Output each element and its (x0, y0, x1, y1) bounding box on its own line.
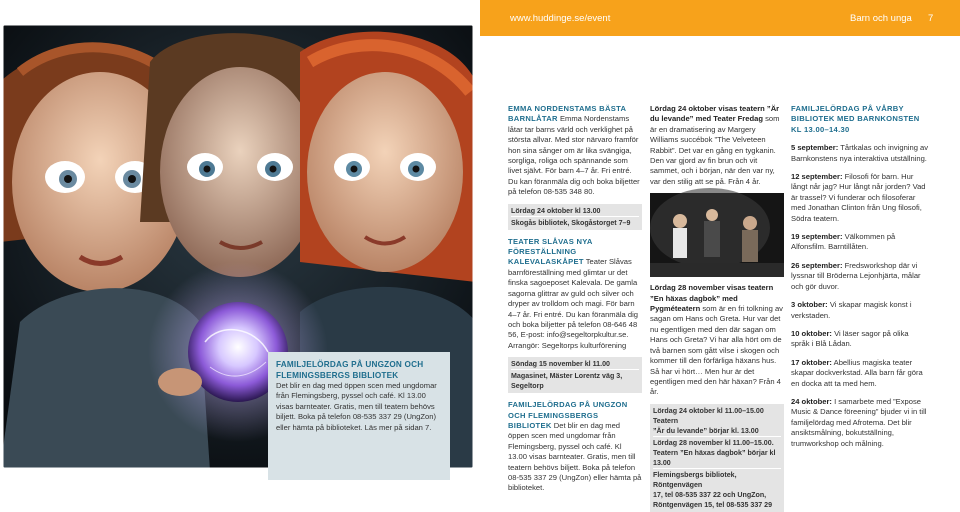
event-emma-heading: EMMA NORDENSTAMS BÄSTA BARNLÅTAR (508, 104, 626, 124)
header-bar (480, 0, 960, 36)
varby-entry (791, 397, 929, 449)
info-line: Flemingsbergs bibliotek, Röntgenvägen (653, 468, 781, 490)
info-box-heading: FAMILJELÖRDAG PÅ UNGZON OCH FLEMINGSBERGS BIBLIOTEK (276, 360, 424, 380)
info-line: Röntgenvägen 15, tel 08-535 337 29 (653, 500, 773, 509)
event-teater-slava-heading: TEATER SLÅVAS NYA FÖRESTÄLLNING KALEVALASKÅPET (508, 236, 593, 267)
varby-entry-date: 10 oktober: (791, 328, 832, 338)
varby-entry (791, 261, 929, 292)
varby-entry-text: I samarbete med ”Expose Music & Dance föreening” bjuder vi in till familjelördag med Afrotema. Det blir ansiktsmålning, bokutställning, trumworkshop och målning. (791, 396, 927, 448)
theater-photo (650, 193, 784, 277)
info-line: 17, tel 08-535 337 22 och UngZon, (653, 490, 767, 499)
event-flemingsberg-info (650, 404, 784, 512)
info-box-body: Det blir en dag med öppen scen med ungdomar från Flemingsberg, pyssel och café. Kl 13.00 visas barnteater. Gratis, men till teatern behövs biljett. Boka på telefon 08-535 337 29 (UngZon) eller hämta på biblioteket. Läs mer på sidan 7. (276, 381, 437, 432)
varby-entry-text: Välkommen på Alfonsfilm. Barntillåten. (791, 232, 896, 252)
event-haxas-dagbok-heading: Lördag 28 november visas teatern ”En häxas dagbok” med Pygméteatern (650, 283, 774, 314)
column-1 (508, 104, 642, 501)
event-ar-du-levande-body: som är en dramatisering av Margery Williams succébok ”The Velveteen Rabbit”. Det var en gång en tygkanin. Den var gjord av fin brun och vit sammet, och i början, när den var ny, var den stilig att se på. Från 4 år. (650, 114, 780, 186)
varby-entry-text: Vi skapar magisk konst i verkstaden. (791, 300, 912, 320)
event-ar-du-levande (650, 104, 784, 187)
info-line: ”Är du levande” börjar kl. 13.00 (653, 426, 759, 435)
varby-entry-text: Fredsworkshop där vi lyssnar till Bröderna Lejonhjärta, målar och gör duvor. (791, 260, 921, 291)
header-section: Barn och unga (850, 13, 912, 24)
puppets-photo (0, 22, 476, 471)
varby-entry-text: Vi läser sagor på olika språk i Blå Lådan. (791, 328, 909, 349)
column-2 (650, 104, 784, 512)
info-line: Teatern ”En häxas dagbok” börjar kl 13.00 (653, 448, 776, 467)
varby-entry (791, 358, 929, 389)
varby-entry-date: 12 september: (791, 172, 843, 182)
varby-entry-text: Filosofi för barn. Hur långt når jag? Hur långt når jorden? Vad är trassel? Vi funderar och filosoferar med Jonathan Clinton från Ung filosofi, Södra teatern. (791, 172, 926, 223)
info-line: Lördag 24 oktober kl 11.00–15.00 Teatern (653, 406, 764, 425)
event-emma-info (508, 204, 642, 230)
varby-entry-text: Abellius magiska teater skapar dockverkstad. Alla barn får göra en docka att ta med hem. (791, 357, 923, 388)
event-teater-slava-body: Teater Slåvas barnföreställning med glimtar ur det finska sagoeposet Kalevala. De gamla sagorna glittrar av guld och silver och dryper av trolldom och magi. För barn 4–7 år. Fri entré. Du kan föranmäla dig och boka biljetter på telefon 08-646 48 56, E-post: info@segeltorpkultur.se. Arrangör: Segeltorps kulturförening (508, 257, 639, 350)
event-teater-slava-info (508, 357, 642, 393)
event-familjelordag-heading: FAMILJELÖRDAG PÅ UNGZON OCH FLEMINGSBERGS BIBLIOTEK (508, 400, 628, 430)
event-ar-du-levande-heading: Lördag 24 oktober visas teatern ”Är du levande” med Teater Fredag (650, 104, 780, 124)
varby-heading: FAMILJELÖRDAG PÅ VÅRBY BIBLIOTEK MED BARNKONSTEN KL 13.00–14.30 (791, 104, 920, 134)
varby-entry-date: 26 september: (791, 260, 843, 270)
event-haxas-dagbok-body: som är en fri tolkning av sagan om Hans och Greta. Hur var det nu egentligen med den där sagan om Hans och Greta? Vi har alla hört om de två barnen som gått vilse i skogen och kommer till den förfärliga häxans hus. Så har vi hört… Men hur är det egentligen med den här häxan? Från 4 år. (650, 304, 783, 397)
event-emma-body: Emma Nordenstams låtar tar barns värld och verklighet på största allvar. Med stor närvaro framför hon sina sånger om är lika svängiga, sorgliga, roliga och spännande som livet självt. För barn 4–7 år. Fri entré. Du kan föranmäla dig och boka biljetter på telefon 08-535 348 80. (508, 114, 640, 197)
page-number: 7 (928, 13, 934, 24)
varby-entry (791, 300, 929, 321)
event-haxas-dagbok (650, 283, 784, 397)
varby-entry-date: 3 oktober: (791, 300, 828, 310)
varby-entry-date: 17 oktober: (791, 357, 832, 367)
header-url[interactable]: www.huddinge.se/event (510, 13, 611, 24)
info-line: Lördag 28 november kl 11.00–15.00. (653, 436, 781, 448)
theater-illustration (650, 193, 784, 277)
event-familjelordag (508, 400, 642, 494)
varby-entry-date: 5 september: (791, 143, 839, 153)
column-3 (791, 104, 929, 449)
varby-entry-date: 24 oktober: (791, 396, 832, 406)
event-familjelordag-body: Det blir en dag med öppen scen med ungdomar från Flemingsberg, pyssel och café. Kl 13.00 visas barnteater. Gratis, men till teatern behövs biljett. Boka på telefon 08-535 337 29 (UngZon) eller hämta på biblioteket. (508, 420, 642, 493)
event-teater-slava-place: Magasinet, Mäster Lorentz väg 3, Segeltorp (511, 369, 639, 391)
event-emma-place: Skogås bibliotek, Skogåstorget 7–9 (511, 216, 639, 228)
varby-entry-date: 19 september: (791, 232, 843, 242)
info-box (268, 352, 450, 480)
varby-entry (791, 143, 929, 164)
event-teater-slava-date: Söndag 15 november kl 11.00 (511, 360, 610, 369)
event-teater-slava (508, 237, 642, 393)
varby-entry (791, 329, 929, 350)
event-emma (508, 104, 642, 230)
varby-entry (791, 232, 929, 253)
event-emma-date: Lördag 24 oktober kl 13.00 (511, 206, 601, 215)
varby-entry (791, 172, 929, 224)
varby-entry-text: Tårtkalas och invigning av Barnkonstens nya interaktiva utställning. (791, 143, 929, 163)
